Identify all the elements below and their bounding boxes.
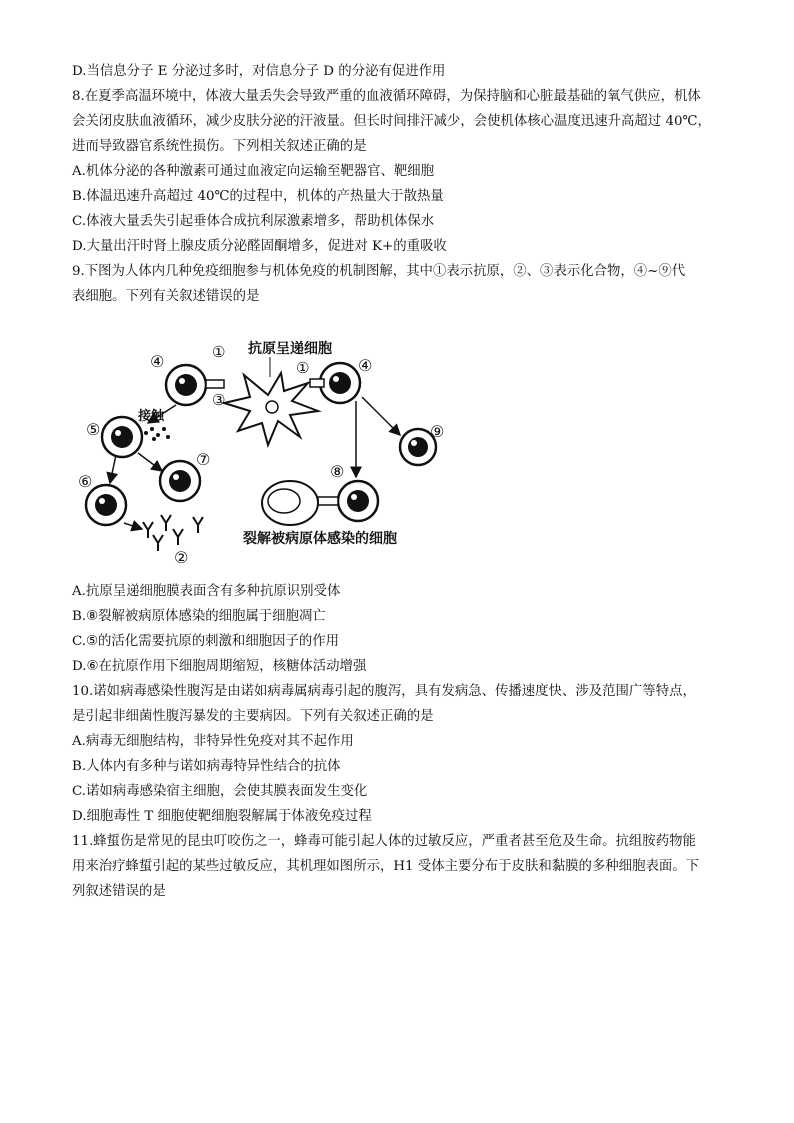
marker-5: ⑤ [86, 420, 101, 439]
immune-mechanism-figure [78, 325, 448, 570]
q7-option-d: D.当信息分子 E 分泌过多时，对信息分子 D 的分泌有促进作用 [72, 64, 446, 79]
marker-1-right: ① [296, 359, 310, 377]
q8-stem-line-2: 会关闭皮肤血液循环，减少皮肤分泌的汗液量。但长时间排汗减少，会使机体核心温度迅速升高超过 40℃， [72, 114, 711, 129]
apc-nucleus [266, 401, 278, 413]
cell-6 [86, 485, 126, 525]
q8-option-c: C.体液大量丢失引起垂体合成抗利尿激素增多，帮助机体保水 [72, 214, 435, 229]
q10-stem-line-2: 是引起非细菌性腹泻暴发的主要病因。下列有关叙述正确的是 [72, 709, 434, 724]
cytokine-dots [144, 427, 170, 441]
q9-option-c: C.⑤的活化需要抗原的刺激和细胞因子的作用 [72, 634, 340, 649]
marker-4-right: ④ [358, 356, 373, 375]
q8-option-b: B.体温迅速升高超过 40℃的过程中，机体的产热量大于散热量 [72, 189, 444, 204]
marker-8: ⑧ [330, 462, 345, 481]
q9-stem-line-1: 9.下图为人体内几种免疫细胞参与机体免疫的机制图解，其中①表示抗原，②、③表示化合物，④~⑨代 [72, 264, 686, 279]
antibodies [143, 515, 203, 551]
cell-5 [102, 417, 142, 457]
q8-stem-line-1: 8.在夏季高温环境中，体液大量丢失会导致严重的血液循环障碍，为保持脑和心脏最基础的氧气供应，机体 [72, 89, 701, 104]
infected-cell [262, 481, 318, 525]
q9-option-b: B.⑧裂解被病原体感染的细胞属于细胞凋亡 [72, 609, 326, 624]
q9-stem-line-2: 表细胞。下列有关叙述错误的是 [72, 289, 260, 304]
marker-4-left: ④ [150, 352, 165, 371]
q11-stem-line-3: 列叙述错误的是 [72, 884, 166, 899]
q9-option-a: A.抗原呈递细胞膜表面含有多种抗原识别受体 [72, 584, 341, 599]
q10-option-c: C.诺如病毒感染宿主细胞，会使其膜表面发生变化 [72, 784, 368, 799]
q11-stem-line-1: 11.蜂蜇伤是常见的昆虫叮咬伤之一，蜂毒可能引起人体的过敏反应，严重者甚至危及生命。抗组胺药物能 [72, 834, 696, 849]
q8-stem-line-3: 进而导致器官系统性损伤。下列相关叙述正确的是 [72, 139, 367, 154]
cell-4-right [310, 363, 360, 403]
apc-label: 抗原呈递细胞 [248, 341, 332, 357]
q8-option-a: A.机体分泌的各种激素可通过血液定向运输至靶器官、靶细胞 [72, 164, 435, 179]
contact-label: 接触 [138, 409, 165, 424]
q10-option-d: D.细胞毒性 T 细胞使靶细胞裂解属于体液免疫过程 [72, 809, 372, 824]
q11-stem-line-2: 用来治疗蜂蜇引起的某些过敏反应，其机理如图所示，H1 受体主要分布于皮肤和黏膜的多种细胞表面。下 [72, 859, 700, 874]
marker-2: ② [174, 548, 189, 567]
marker-3: ③ [212, 391, 226, 409]
lysis-label: 裂解被病原体感染的细胞 [243, 531, 397, 547]
marker-6: ⑥ [78, 472, 93, 491]
cell-7 [160, 461, 200, 501]
q10-option-b: B.人体内有多种与诺如病毒特异性结合的抗体 [72, 759, 341, 774]
cell-8 [318, 481, 378, 521]
q10-stem-line-1: 10.诺如病毒感染性腹泻是由诺如病毒属病毒引起的腹泻，具有发病急、传播速度快、涉及范围广等特点， [72, 684, 696, 699]
q8-option-d: D.大量出汗时肾上腺皮质分泌醛固酮增多，促进对 K+的重吸收 [72, 239, 447, 254]
q10-option-a: A.病毒无细胞结构，非特异性免疫对其不起作用 [72, 734, 354, 749]
marker-9: ⑨ [430, 422, 445, 441]
marker-7: ⑦ [196, 450, 211, 469]
marker-1-left: ① [212, 343, 226, 361]
q9-option-d: D.⑥在抗原作用下细胞周期缩短，核糖体活动增强 [72, 659, 367, 674]
